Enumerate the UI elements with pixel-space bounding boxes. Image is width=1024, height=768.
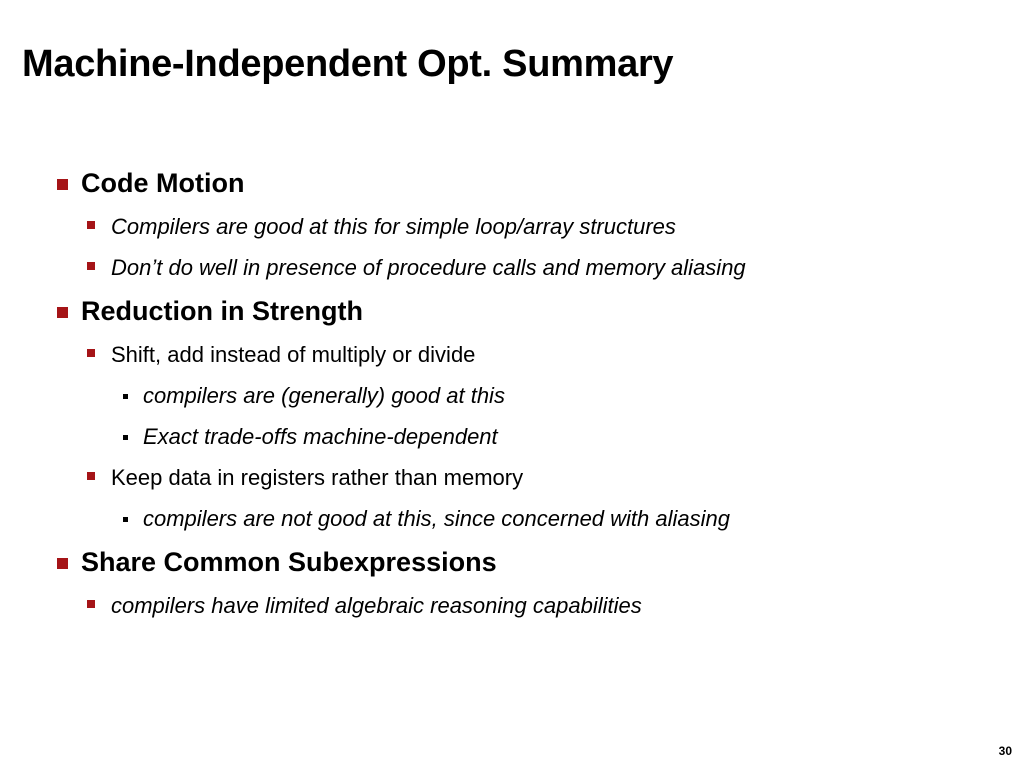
list-item-reduction-in-strength <box>0 288 1000 334</box>
list-item-label: Keep data in registers rather than memory <box>111 465 524 490</box>
square-bullet-icon <box>57 307 68 318</box>
square-bullet-icon <box>87 472 95 480</box>
slide-title: Machine-Independent Opt. Summary <box>22 43 674 85</box>
list-item-label: compilers have limited algebraic reasoning capabilities <box>111 593 642 618</box>
list-item-code-motion <box>0 160 1000 206</box>
list-item <box>0 375 1000 416</box>
list-item-share-common-subexpressions <box>0 539 1000 585</box>
list-item-label: Reduction in Strength <box>81 296 363 326</box>
list-item-label: compilers are not good at this, since concerned with aliasing <box>143 506 730 531</box>
square-bullet-icon <box>123 435 128 440</box>
list-item <box>0 334 1000 375</box>
bullet-list <box>0 160 1000 626</box>
square-bullet-icon <box>57 179 68 190</box>
list-item-label: compilers are (generally) good at this <box>143 383 505 408</box>
list-item <box>0 585 1000 626</box>
list-item-label: Shift, add instead of multiply or divide <box>111 342 476 367</box>
list-item <box>0 416 1000 457</box>
square-bullet-icon <box>57 558 68 569</box>
list-item-label: Share Common Subexpressions <box>81 547 497 577</box>
list-item-label: Code Motion <box>81 168 245 198</box>
list-item-label: Exact trade-offs machine-dependent <box>143 424 498 449</box>
list-item <box>0 206 1000 247</box>
square-bullet-icon <box>87 600 95 608</box>
square-bullet-icon <box>123 517 128 522</box>
square-bullet-icon <box>87 262 95 270</box>
square-bullet-icon <box>87 349 95 357</box>
page-number: 30 <box>998 744 1012 758</box>
square-bullet-icon <box>87 221 95 229</box>
square-bullet-icon <box>123 394 128 399</box>
list-item <box>0 247 1000 288</box>
list-item <box>0 457 1000 498</box>
list-item-label: Compilers are good at this for simple loop/array structures <box>111 214 676 239</box>
list-item-label: Don’t do well in presence of procedure calls and memory aliasing <box>111 255 746 280</box>
list-item <box>0 498 1000 539</box>
